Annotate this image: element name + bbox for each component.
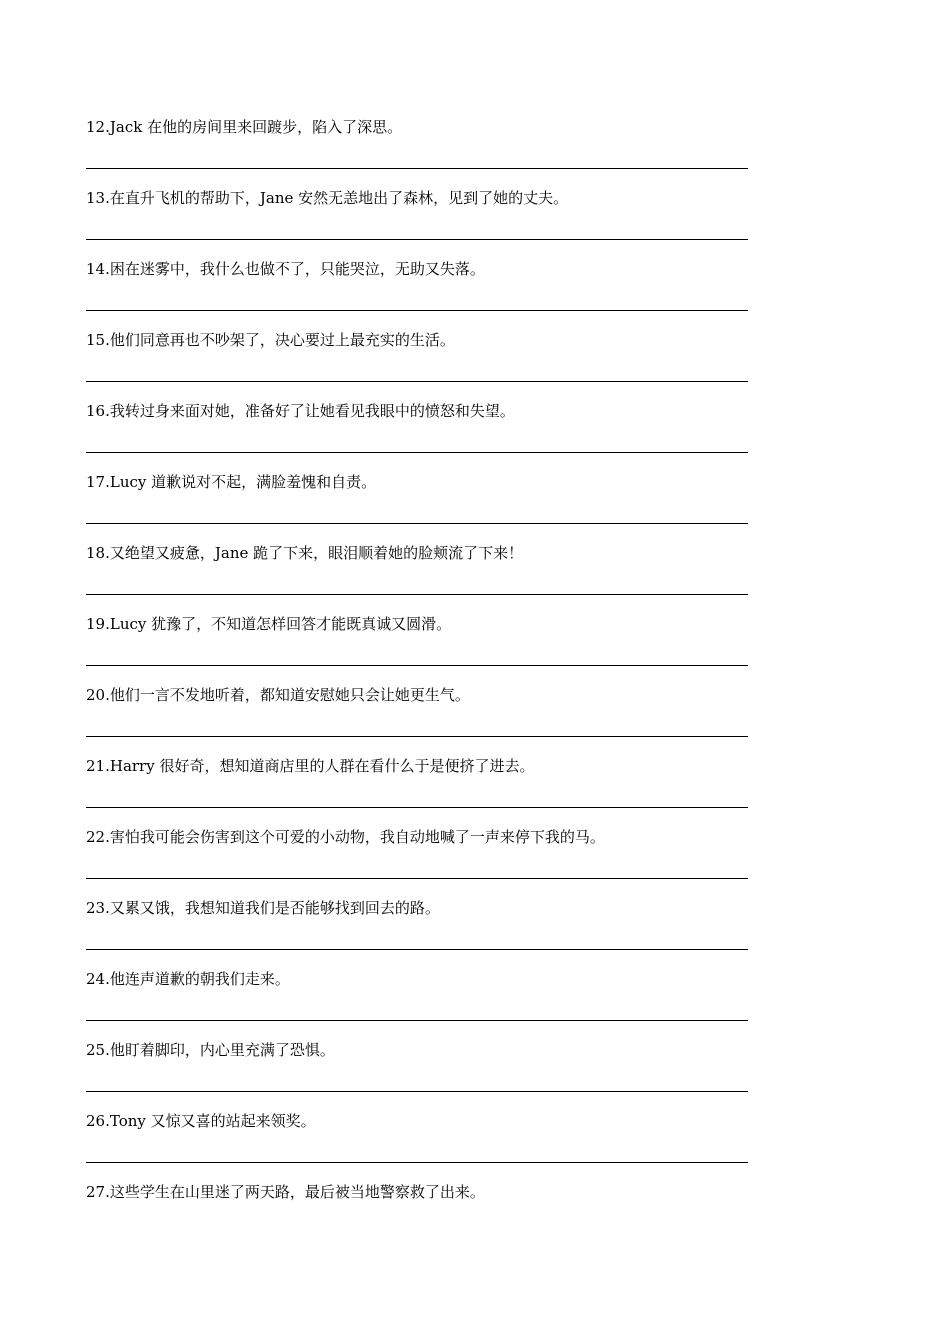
exercise-prompt: [86, 969, 290, 989]
exercise-item: [86, 330, 748, 390]
exercise-item: [86, 401, 748, 461]
exercise-item: [86, 543, 748, 603]
answer-line[interactable]: [86, 665, 748, 666]
exercise-text: 他盯着脚印，内心里充满了恐惧。: [109, 1041, 335, 1059]
exercise-number: 17.: [86, 473, 110, 491]
exercise-prompt: [86, 1182, 485, 1202]
answer-line[interactable]: [86, 239, 748, 240]
answer-line[interactable]: [86, 168, 748, 169]
exercise-number: 12.: [86, 118, 110, 136]
answer-line[interactable]: [86, 452, 748, 453]
exercise-number: 15.: [86, 331, 110, 349]
exercise-item: [86, 685, 748, 745]
answer-line[interactable]: [86, 523, 748, 524]
exercise-text: Harry 很好奇，想知道商店里的人群在看什么于是便挤了进去。: [109, 757, 535, 775]
answer-line[interactable]: [86, 807, 748, 808]
exercise-number: 16.: [86, 402, 110, 420]
exercise-number: 23.: [86, 899, 110, 917]
answer-line[interactable]: [86, 1020, 748, 1021]
answer-line[interactable]: [86, 381, 748, 382]
exercise-text: 他连声道歉的朝我们走来。: [109, 970, 290, 988]
exercise-text: Lucy 犹豫了，不知道怎样回答才能既真诚又圆滑。: [109, 615, 452, 633]
exercise-text: 在直升飞机的帮助下，Jane 安然无恙地出了森林，见到了她的丈夫。: [109, 189, 569, 207]
answer-line[interactable]: [86, 1091, 748, 1092]
answer-line[interactable]: [86, 736, 748, 737]
exercise-prompt: [86, 898, 440, 918]
exercise-item: [86, 1111, 748, 1171]
exercise-prompt: [86, 543, 523, 563]
answer-line[interactable]: [86, 1162, 748, 1163]
exercise-item: [86, 898, 748, 958]
exercise-text: 又绝望又疲惫，Jane 跪了下来，眼泪顺着她的脸颊流了下来！: [109, 544, 524, 562]
exercise-item: [86, 472, 748, 532]
exercise-item: [86, 756, 748, 816]
exercise-prompt: [86, 472, 376, 492]
exercise-item: [86, 259, 748, 319]
exercise-prompt: [86, 685, 470, 705]
exercise-text: 他们同意再也不吵架了，决心要过上最充实的生活。: [109, 331, 455, 349]
exercise-prompt: [86, 188, 568, 208]
exercise-number: 18.: [86, 544, 110, 562]
exercise-item: [86, 614, 748, 674]
exercise-item: [86, 1182, 748, 1242]
exercise-item: [86, 117, 748, 177]
exercise-text: 他们一言不发地听着，都知道安慰她只会让她更生气。: [109, 686, 470, 704]
exercise-prompt: [86, 1040, 335, 1060]
exercise-number: 19.: [86, 615, 110, 633]
exercise-number: 24.: [86, 970, 110, 988]
exercise-prompt: [86, 827, 605, 847]
exercise-number: 25.: [86, 1041, 110, 1059]
exercise-item: [86, 827, 748, 887]
exercise-text: 我转过身来面对她，准备好了让她看见我眼中的愤怒和失望。: [109, 402, 515, 420]
exercise-number: 14.: [86, 260, 110, 278]
exercise-number: 26.: [86, 1112, 110, 1130]
answer-line[interactable]: [86, 878, 748, 879]
exercise-prompt: [86, 756, 534, 776]
exercise-prompt: [86, 401, 515, 421]
exercise-item: [86, 188, 748, 248]
exercise-text: Lucy 道歉说对不起，满脸羞愧和自责。: [109, 473, 377, 491]
exercise-item: [86, 1040, 748, 1100]
exercise-text: Tony 又惊又喜的站起来领奖。: [109, 1112, 316, 1130]
exercise-number: 22.: [86, 828, 110, 846]
exercise-text: 害怕我可能会伤害到这个可爱的小动物，我自动地喊了一声来停下我的马。: [109, 828, 605, 846]
exercise-text: 困在迷雾中，我什么也做不了，只能哭泣，无助又失落。: [109, 260, 485, 278]
exercise-number: 13.: [86, 189, 110, 207]
exercise-prompt: [86, 330, 455, 350]
exercise-number: 20.: [86, 686, 110, 704]
exercise-text: Jack 在他的房间里来回踱步，陷入了深思。: [109, 118, 403, 136]
exercise-number: 27.: [86, 1183, 110, 1201]
exercise-number: 21.: [86, 757, 110, 775]
exercise-text: 这些学生在山里迷了两天路，最后被当地警察救了出来。: [109, 1183, 485, 1201]
answer-line[interactable]: [86, 949, 748, 950]
answer-line[interactable]: [86, 594, 748, 595]
exercise-item: [86, 969, 748, 1029]
exercise-prompt: [86, 1111, 316, 1131]
answer-line[interactable]: [86, 310, 748, 311]
exercise-prompt: [86, 117, 402, 137]
exercise-prompt: [86, 614, 451, 634]
exercise-prompt: [86, 259, 485, 279]
exercise-text: 又累又饿，我想知道我们是否能够找到回去的路。: [109, 899, 440, 917]
